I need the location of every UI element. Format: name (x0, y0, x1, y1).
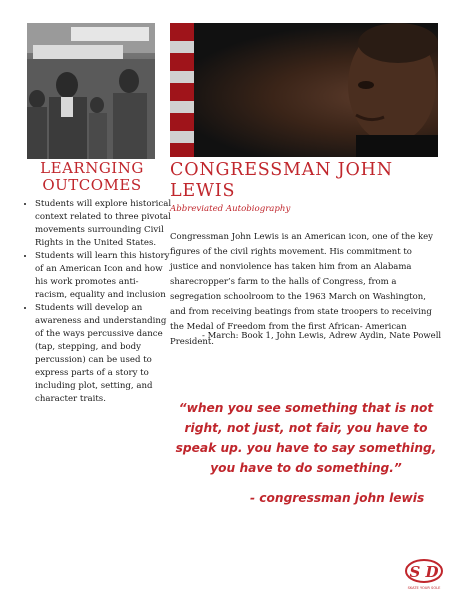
learning-outcomes-list (22, 198, 173, 406)
john-lewis-portrait (170, 23, 438, 157)
portrait-illustration (170, 23, 438, 157)
brand-logo-mark: S D (409, 563, 439, 581)
brand-logo-icon (404, 558, 444, 592)
biography-paragraph: Congressman John Lewis is an American icon, one of the key figures of the civil rights movement. His commitment to justice and nonviolence has taken him from an Alabama sharecropper’s farm to the halls of Congress, from a segregation schoolroom to the 1963 March on Washington, and from receiving beatings from state troopers to receiving the Medal of Freedom from the first African- American President. (170, 232, 433, 347)
learning-outcome-item: • Students will learn this history of an American Icon and how his work promotes anti- racism, equality and inclusion (35, 250, 173, 302)
learning-outcome-item: • Students will develop an awareness and understanding of the ways percussive dance (tap, stepping, and body percussion) can be used to express parts of a story to including plot, setting, and character traits. (35, 302, 173, 406)
source-citation: - March: Book 1, John Lewis, Adrew Aydin, Nate Powell (202, 331, 442, 341)
john-lewis-quote: “when you see something that is not right, not just, not fair, you have to speak up. you have to say something, you have to do something.” (175, 401, 437, 475)
brand-logo-tagline: SKATE YOUR SOLE (407, 586, 441, 590)
quote-attribution: - congressman john lewis (250, 491, 425, 505)
page-subtitle: Abbreviated Autobiography (170, 204, 291, 214)
page-title: CONGRESSMAN JOHN LEWIS (170, 160, 393, 201)
learning-outcomes-heading: LEARNGING OUTCOMES (40, 159, 144, 194)
protest-march-illustration (27, 23, 155, 159)
learning-outcome-item: • Students will explore historical context related to three pivotal movements surrounding Civil Rights in the United States. (35, 198, 173, 250)
brand-logo (404, 558, 444, 592)
protest-march-photo (27, 23, 155, 159)
